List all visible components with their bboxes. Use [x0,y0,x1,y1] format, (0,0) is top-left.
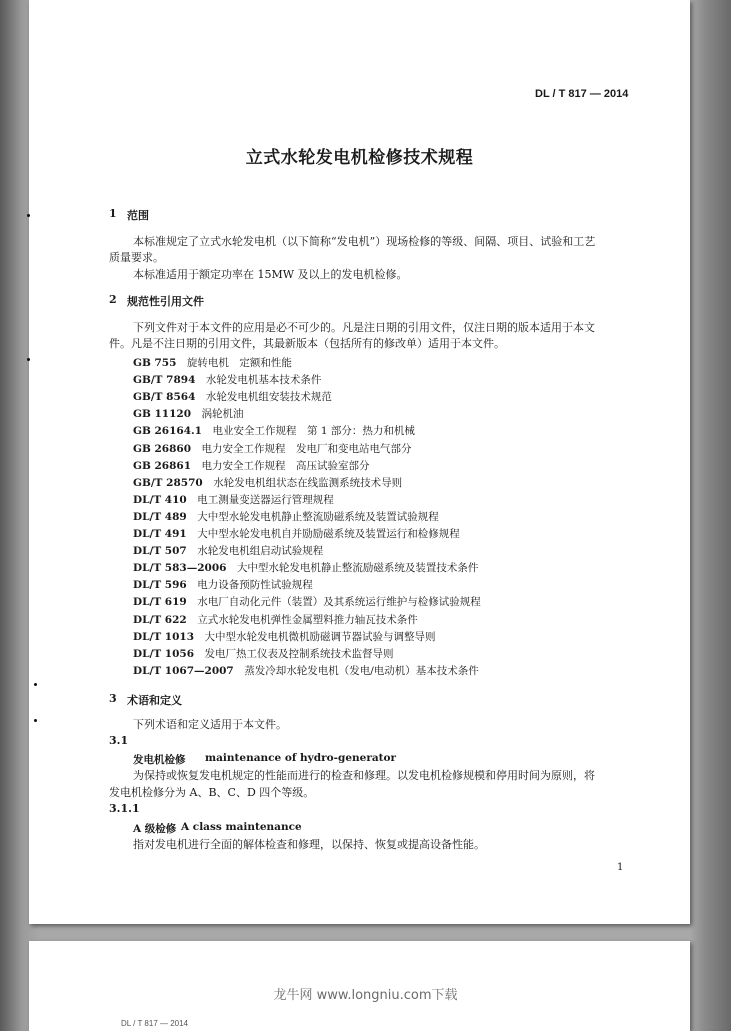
reference-title: 水电厂自动化元件（装置）及其系统运行维护与检修试验规程 [197,596,481,609]
reference-code: DL/T 583—2006 [133,562,227,575]
reference-title: 水轮发电机组安装技术规范 [205,391,332,404]
reference-title: 立式水轮发电机弹性金属塑料推力轴瓦技术条件 [197,613,418,626]
reference-title: 电力设备预防性试验规程 [197,579,313,592]
scan-speck [27,358,30,361]
clause-3-1-1-term-cn: A 级检修 [133,823,177,835]
reference-code: GB/T 28570 [133,476,203,489]
section-3-number: 3 [109,692,117,705]
reference-entry [133,441,412,456]
section-1-heading: 范围 [127,209,149,222]
clause-3-1-definition-line2: 发电机检修分为 A、B、C、D 四个等级。 [109,786,315,799]
clause-3-1-1-definition: 指对发电机进行全面的解体检查和修理，以保持、恢复或提高设备性能。 [133,838,485,851]
reference-code: GB 26860 [133,442,192,455]
reference-entry [133,663,479,678]
reference-title: 发电厂热工仪表及控制系统技术监督导则 [204,647,394,660]
reference-code: GB 26164.1 [133,425,202,438]
reference-title: 涡轮机油 [201,408,244,421]
reference-code: GB/T 7894 [133,374,196,387]
section-1-para1-line2: 质量要求。 [109,251,164,264]
reference-code: DL/T 491 [133,528,187,540]
standard-code-header: DL / T 817 — 2014 [535,88,629,100]
reference-title: 电力安全工作规程 发电厂和变电站电气部分 [201,442,412,455]
clause-3-1-term-cn: 发电机检修 [133,754,186,766]
page-number: 1 [617,862,624,873]
reference-entry [133,560,478,575]
reference-entry [133,389,332,404]
reference-entry [133,577,313,592]
reference-code: DL/T 489 [133,510,187,523]
section-2-number: 2 [109,293,117,306]
reference-entry [133,492,334,507]
section-1-para1-line1: 本标准规定了立式水轮发电机（以下简称“发电机”）现场检修的等级、间隔、项目、试验和工艺 [133,235,596,248]
reference-code: DL/T 596 [133,579,187,592]
reference-code: GB 11120 [133,408,192,421]
clause-3-1-1-term-en: A class maintenance [181,821,302,833]
reference-code: DL/T 1056 [133,647,195,660]
reference-title: 水轮发电机基本技术条件 [205,374,322,387]
reference-entry [133,526,460,541]
section-1-para2: 本标准适用于额定功率在 15MW 及以上的发电机检修。 [133,268,408,281]
reference-code: GB 755 [133,357,177,369]
page-title: 立式水轮发电机检修技术规程 [245,148,474,168]
scan-speck [34,719,37,722]
reference-title: 大中型水轮发电机静止整流励磁系统及装置技术条件 [236,562,479,575]
reference-entry [133,612,418,627]
section-2-intro-line2: 件。凡是不注日期的引用文件，其最新版本（包括所有的修改单）适用于本文件。 [109,337,505,350]
reference-entry [133,629,436,644]
reference-code: DL/T 1067—2007 [133,664,234,677]
section-3-intro: 下列术语和定义适用于本文件。 [133,718,287,731]
clause-3-1-term-en: maintenance of hydro-generator [205,752,397,764]
reference-entry [133,543,323,558]
reference-code: DL/T 410 [133,493,187,506]
reference-entry [133,458,370,473]
reference-title: 水轮发电机组状态在线监测系统技术导则 [213,476,403,489]
next-page-header-fragment: DL / T 817 — 2014 [121,1019,189,1028]
scan-speck [27,214,30,217]
reference-title: 大中型水轮发电机静止整流励磁系统及装置试验规程 [197,510,439,523]
reference-title: 水轮发电机组启动试验规程 [197,545,324,558]
reference-code: DL/T 1013 [133,630,195,643]
clause-3-1-1-number: 3.1.1 [109,802,140,815]
section-3-heading: 术语和定义 [127,694,182,707]
reference-entry [133,646,394,661]
reference-entry [133,509,439,524]
reference-title: 电业安全工作规程 第 1 部分：热力和机械 [212,425,415,438]
document-page-1 [29,0,690,924]
reference-entry [133,355,292,370]
section-1-number: 1 [109,207,117,220]
clause-3-1-number: 3.1 [109,734,129,747]
reference-title: 大中型水轮发电机微机励磁调节器试验与调整导则 [204,630,436,643]
section-2-intro-line1: 下列文件对于本文件的应用是必不可少的。凡是注日期的引用文件，仅注日期的版本适用于本文 [133,321,595,334]
section-2-heading: 规范性引用文件 [127,295,204,308]
reference-code: DL/T 622 [133,613,187,626]
reference-code: GB/T 8564 [133,391,196,404]
reference-code: GB 26861 [133,459,192,472]
clause-3-1-definition-line1: 为保持或恢复发电机规定的性能而进行的检查和修理。以发电机检修规模和停用时间为原则，将 [133,769,595,782]
scan-speck [34,683,37,686]
reference-code: DL/T 507 [133,545,187,558]
reference-entry [133,423,415,438]
reference-entry [133,475,402,490]
reference-entry [133,406,244,421]
reference-entry [133,594,481,609]
reference-code: DL/T 619 [133,596,187,609]
reference-entry [133,372,321,387]
watermark-text: 龙牛网 www.longniu.com下载 [273,988,458,1003]
reference-title: 大中型水轮发电机自并励励磁系统及装置运行和检修规程 [197,528,460,540]
reference-title: 蒸发冷却水轮发电机（发电/电动机）基本技术条件 [244,664,479,677]
reference-title: 电工测量变送器运行管理规程 [197,493,334,506]
reference-title: 旋转电机 定额和性能 [186,357,292,369]
reference-title: 电力安全工作规程 高压试验室部分 [201,459,370,472]
